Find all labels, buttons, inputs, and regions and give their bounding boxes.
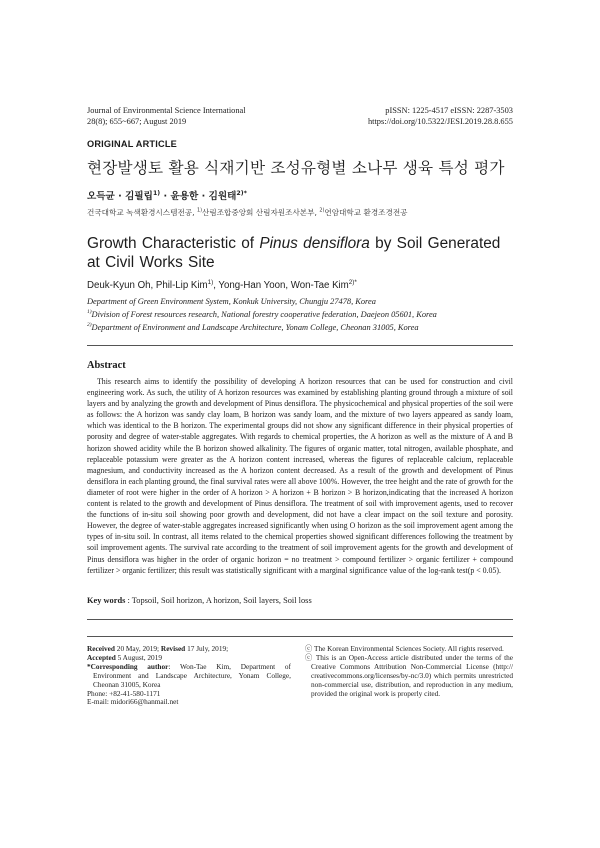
english-author-names-1: Deuk-Kyun Oh, Phil-Lip Kim — [87, 280, 208, 291]
korean-affil-1: 건국대학교 녹색환경시스템전공, — [87, 208, 197, 217]
keywords-text: : Topsoil, Soil horizon, A horizon, Soil layers, Soil loss — [125, 596, 312, 605]
issn: pISSN: 1225-4517 eISSN: 2287-3503 — [385, 106, 513, 115]
divider-mid — [87, 619, 513, 620]
english-affiliation-1 — [87, 310, 437, 319]
copyright: ⓒ The Korean Environmental Sciences Society. All rights reserved. — [305, 644, 504, 653]
english-author-mark-1: 1) — [207, 278, 214, 286]
english-title-post: by Soil Generated at Civil Works Site — [87, 235, 501, 271]
accepted-date: 5 August, 2019 — [115, 652, 162, 662]
english-title-species: Pinus densiflora — [259, 235, 370, 252]
article-history — [87, 645, 291, 707]
keywords-label: Key words — [87, 596, 126, 605]
divider-footnote — [87, 636, 513, 637]
english-affil-mark-1: 1) — [87, 309, 92, 316]
phone: Phone: +82-41-580-1171 — [87, 688, 161, 698]
divider-top — [87, 345, 513, 346]
journal-name: Journal of Environmental Science International — [87, 106, 246, 115]
abstract-text: This research aims to identify the possibility of developing A horizon resources that can be used for construction and civil engineering work. As such, the utility of A horizon resources was examined by establishing planting ground through a mixture of soil layers and by analyzing the growth and development of Pinus densiflora. The physicochemical and physical properties of the soil were as follows: the A horizon was sandy clay loam, B horizon was sandy loam, and the mixture of two layers appeared as sandy loam, which was identical to the B horizon. The experimental groups did not show any significant difference in their physical properties of porosity and degree of water-stable aggregates. With regards to chemical properties, the A horizon as well as the mixture of A and B horizon showed acidity while the B horizon showed alkalinity. The figures of organic matter, total nitrogen, available phosphate, and replaceable potassium were greater as the A horizon content increased, whereas the figures of replaceable calcium, replaceable magnesium, and conductivity increased as the A horizon content decreased. As a result of the growth and development of Pinus densiflora in each planting ground, the final survival rates were all above 100%. However, the tree height and the rate of growth for the diameter of root were higher in the order of A horizon > A horizon + B horizon > B horizon,indicating that the increased A horizon content is related to the growth and development of Pinus densiflora. The treatment of soil with improvement agents, used to recover the functions of in-situ soil showing poor growth and development, did not have a clear impact on the soil texture and porosity. However, the degree of water-stable aggregates increased significantly when using O horizon as the soil improvement agent among the types of in-situ soil. In contrast, all items related to the chemical properties showed significant differences following the treatment by soil improvement agents. The survival rate according to the treatment of soil improvement agents for the growth and development of Pinus densiflora was higher in the order of organic horizon = no treatment > compound fertilizer > organic fertilizer + compound fertilizer > organic fertilizer; this result was statistically significant with a marginal significance value of the log-rank test(p < 0.05). — [87, 377, 513, 575]
volume-pages: 28(8); 655~667; August 2019 — [87, 116, 187, 126]
accepted-label: Accepted — [87, 652, 116, 662]
english-authors — [87, 280, 357, 291]
korean-affil-mark-1: 1) — [196, 207, 203, 214]
korean-author-names-2: · 윤용한 · 김원태 — [160, 191, 237, 202]
license-notice — [305, 645, 513, 698]
korean-affil-2: 산림조합중앙회 산림자원조사본부, — [202, 208, 320, 217]
email[interactable]: E-mail: midori66@hanmail.net — [87, 697, 179, 707]
doi-link[interactable]: https://doi.org/10.5322/JESI.2019.28.8.655 — [367, 116, 513, 126]
korean-author-names-1: 오득균 · 김필립 — [87, 191, 153, 202]
abstract-heading: Abstract — [87, 360, 126, 371]
english-affiliation-2 — [87, 323, 419, 332]
license-text: ⓒ This is an Open-Access article distributed under the terms of the Creative Commons Attribution Non-Commercial License (http:// creativecommons.org/licenses/by-nc/3.0) which permits unrestricted non-commercial use, distribution, and reproduction in any medium, provided the original work is properly cited. — [305, 652, 513, 698]
korean-author-mark-2: 2)* — [236, 189, 247, 197]
korean-affil-3: 연암대학교 환경조경전공 — [324, 208, 408, 217]
english-title — [87, 234, 517, 272]
english-author-names-2: , Yong-Han Yoon, Won-Tae Kim — [213, 280, 349, 291]
korean-affiliations — [87, 207, 408, 218]
korean-author-mark-1: 1) — [152, 189, 161, 197]
revised-label: Revised — [160, 644, 186, 653]
keywords — [87, 596, 312, 605]
english-affil-text-2: Department of Environment and Landscape Architecture, Yonam College, Cheonan 31005, Korea — [91, 323, 419, 332]
journal-header-left — [87, 106, 246, 127]
english-author-mark-2: 2)* — [348, 278, 357, 286]
english-affiliation-main: Department of Green Environment System, Konkuk University, Chungju 27478, Korea — [87, 297, 376, 306]
english-affil-text-1: Division of Forest resources research, National forestry cooperative federation, Daejeon 05601, Korea — [91, 310, 437, 319]
korean-authors — [87, 188, 247, 202]
revised-date: 17 July, 2019; — [185, 644, 229, 653]
received-label: Received — [87, 644, 115, 653]
corresponding-label: *Corresponding author — [87, 661, 169, 671]
korean-title: 현장발생토 활용 식재기반 조성유형별 소나무 생육 특성 평가 — [87, 159, 505, 177]
article-type: ORIGINAL ARTICLE — [87, 139, 177, 149]
english-affil-mark-2: 2) — [87, 322, 92, 329]
journal-header-right — [368, 106, 513, 127]
korean-affil-mark-2: 2) — [319, 207, 325, 214]
received-date: 20 May, 2019; — [114, 644, 161, 653]
english-title-pre: Growth Characteristic of — [87, 235, 260, 252]
corresponding-author: : Won-Tae Kim, Department of Environment and Landscape Architecture, Yonam College, Cheonan 31005, Korea — [93, 661, 291, 689]
